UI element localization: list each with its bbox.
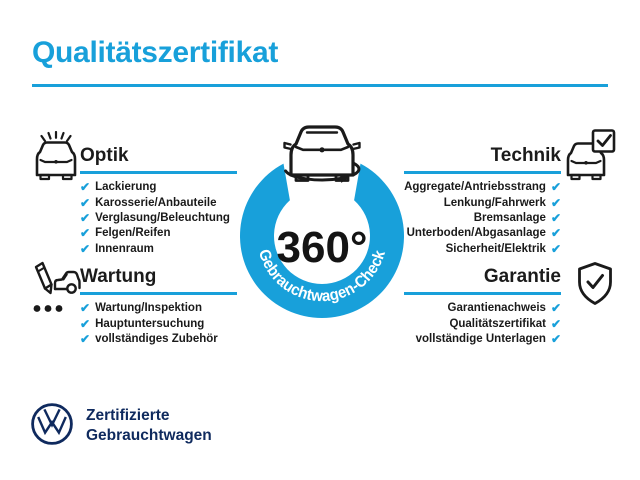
check-icon: ✔ bbox=[550, 226, 561, 241]
section-title-garantie: Garantie bbox=[483, 266, 561, 287]
checklist-item-label: Hauptuntersuchung bbox=[95, 317, 205, 330]
checklist-item bbox=[80, 226, 237, 241]
checklist-item-label: Karosserie/Anbauteile bbox=[95, 196, 217, 209]
checklist-item-label: vollständiges Zubehör bbox=[95, 332, 218, 345]
check-icon: ✔ bbox=[80, 210, 91, 225]
360-label: 360° bbox=[276, 223, 368, 272]
car-rotation-icon bbox=[285, 127, 360, 183]
section-divider bbox=[80, 171, 237, 174]
footer-line2: Gebrauchtwagen bbox=[86, 427, 212, 444]
car-checkbox-icon bbox=[566, 129, 616, 188]
check-icon: ✔ bbox=[80, 241, 91, 256]
checklist-optik bbox=[80, 180, 237, 257]
section-wartung bbox=[80, 267, 237, 347]
check-icon: ✔ bbox=[550, 316, 561, 331]
section-title-technik: Technik bbox=[490, 145, 561, 166]
checklist-item bbox=[404, 226, 561, 241]
checklist-item bbox=[80, 195, 237, 210]
check-icon: ✔ bbox=[550, 331, 561, 346]
checklist-item bbox=[404, 316, 561, 331]
check-icon: ✔ bbox=[550, 241, 561, 256]
checklist-item-label: Qualitätszertifikat bbox=[449, 317, 546, 330]
title-divider bbox=[32, 84, 608, 87]
check-icon: ✔ bbox=[550, 195, 561, 210]
checklist-item bbox=[404, 241, 561, 256]
check-icon: ✔ bbox=[80, 301, 91, 316]
vw-logo bbox=[30, 402, 74, 451]
section-divider bbox=[80, 292, 237, 295]
section-technik bbox=[404, 146, 561, 256]
checklist-item-label: Verglasung/Beleuchtung bbox=[95, 211, 230, 224]
checklist-item-label: Aggregate/Antriebsstrang bbox=[404, 181, 546, 194]
shield-check-icon bbox=[575, 261, 615, 314]
footer-brand-text bbox=[86, 406, 212, 446]
checklist-item bbox=[80, 301, 237, 316]
checklist-item-label: Unterboden/Abgasanlage bbox=[406, 227, 546, 240]
check-icon: ✔ bbox=[550, 180, 561, 195]
checklist-item-label: vollständige Unterlagen bbox=[415, 332, 546, 345]
checklist-item-label: Lenkung/Fahrwerk bbox=[443, 196, 546, 209]
checklist-item-label: Felgen/Reifen bbox=[95, 227, 171, 240]
checklist-item bbox=[80, 210, 237, 225]
checklist-garantie bbox=[404, 301, 561, 347]
check-icon: ✔ bbox=[80, 331, 91, 346]
check-icon: ✔ bbox=[550, 210, 561, 225]
ring-label: Gebrauchtwagen-Check bbox=[254, 247, 390, 306]
section-title-wartung: Wartung bbox=[80, 266, 157, 287]
checklist-item bbox=[404, 180, 561, 195]
page-title: Qualitätszertifikat bbox=[32, 36, 279, 69]
check-icon: ✔ bbox=[550, 301, 561, 316]
checklist-item bbox=[404, 210, 561, 225]
section-divider bbox=[404, 292, 561, 295]
checklist-item bbox=[80, 241, 237, 256]
section-garantie bbox=[404, 267, 561, 347]
checklist-wartung bbox=[80, 301, 237, 347]
check-icon: ✔ bbox=[80, 226, 91, 241]
checklist-technik bbox=[404, 180, 561, 257]
pencil-car-checklist-icon bbox=[30, 260, 82, 322]
checklist-item-label: Innenraum bbox=[95, 242, 154, 255]
checklist-item bbox=[80, 180, 237, 195]
checklist-item bbox=[80, 316, 237, 331]
checklist-item-label: Bremsanlage bbox=[473, 211, 546, 224]
section-title-optik: Optik bbox=[80, 145, 129, 166]
car-shine-icon bbox=[33, 131, 79, 190]
checklist-item-label: Garantienachweis bbox=[447, 302, 546, 315]
section-optik bbox=[80, 146, 237, 256]
check-icon: ✔ bbox=[80, 195, 91, 210]
check-icon: ✔ bbox=[80, 316, 91, 331]
checklist-item bbox=[404, 301, 561, 316]
checklist-item bbox=[80, 331, 237, 346]
360-check-badge bbox=[222, 111, 422, 328]
section-divider bbox=[404, 171, 561, 174]
checklist-item-label: Wartung/Inspektion bbox=[95, 302, 202, 315]
checklist-item bbox=[404, 195, 561, 210]
checklist-item-label: Lackierung bbox=[95, 181, 157, 194]
checklist-item bbox=[404, 331, 561, 346]
footer-line1: Zertifizierte bbox=[86, 407, 170, 424]
check-icon: ✔ bbox=[80, 180, 91, 195]
checklist-item-label: Sicherheit/Elektrik bbox=[445, 242, 546, 255]
